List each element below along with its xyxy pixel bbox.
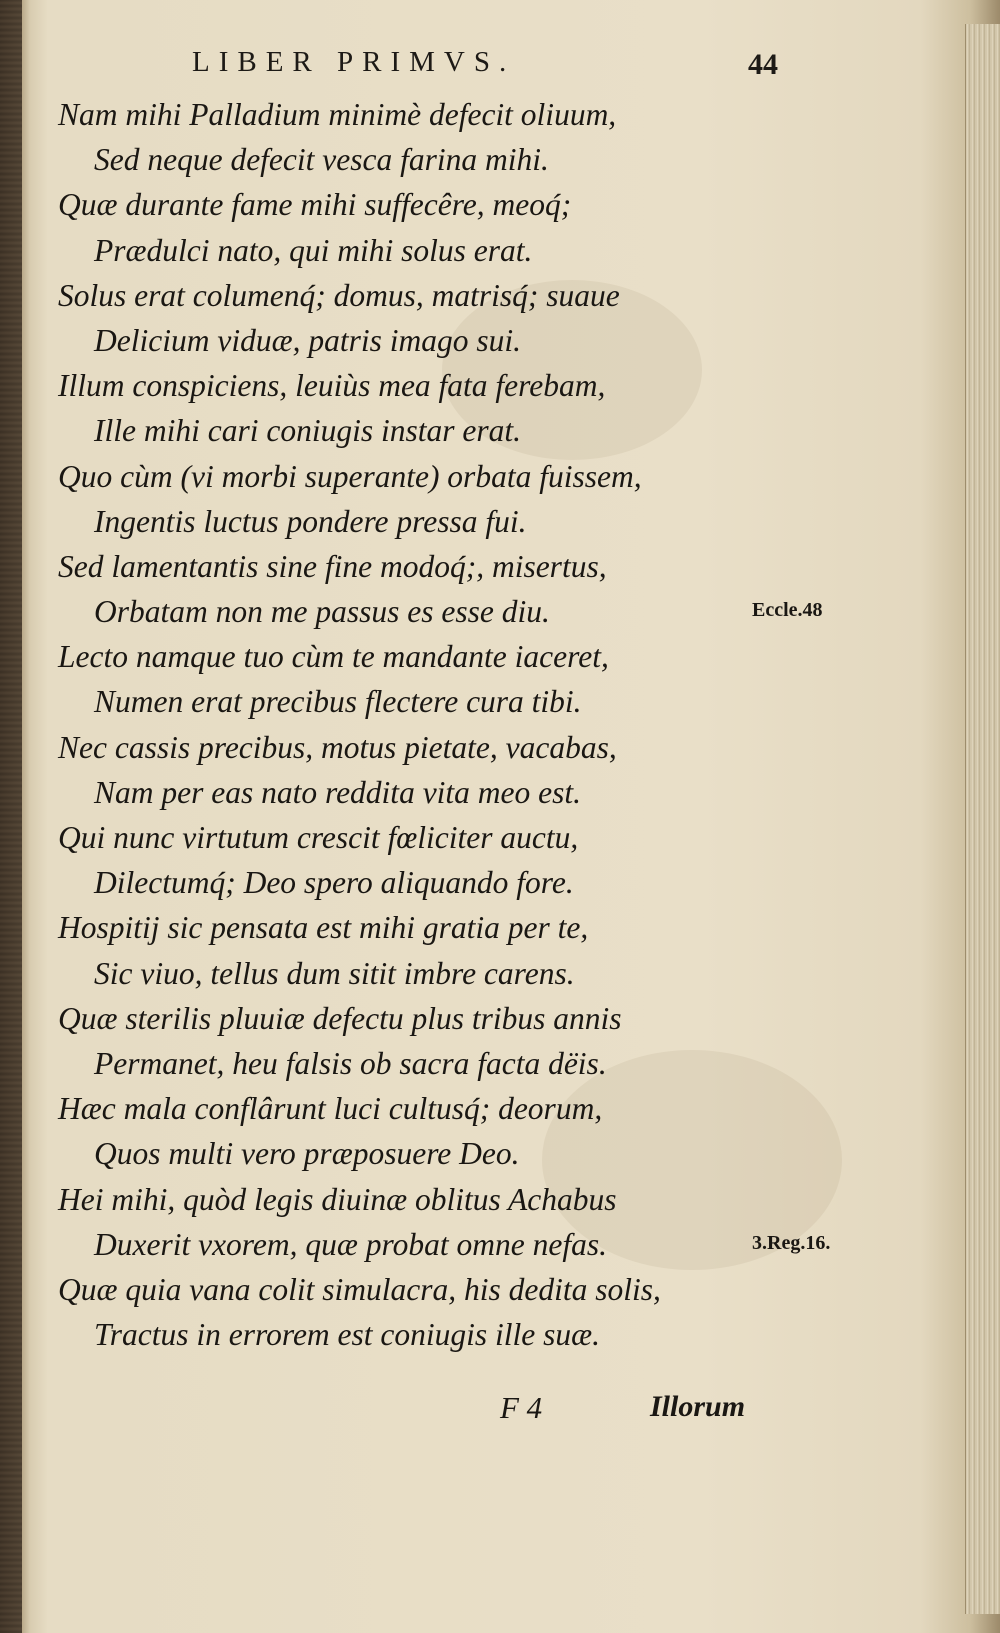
verse-line: Duxerit vxorem, quæ probat omne nefas. [94, 1226, 607, 1262]
page-footer [500, 1390, 800, 1434]
verse-line: Qui nunc virtutum crescit fœliciter auctu, [58, 820, 579, 855]
verse-line: Quæ durante fame mihi suffecêre, meoq́; [58, 187, 572, 223]
left-page-gutter [0, 0, 22, 1633]
book-page [22, 0, 966, 1633]
right-page-edges [965, 24, 1000, 1614]
verse-line: Quos multi vero præposuere Deo. [94, 1136, 520, 1172]
verse-line: Sed lamentantis sine fine modoq́;, misertus, [58, 548, 607, 584]
folio-number: 44 [748, 48, 778, 81]
verse-line: Nec cassis precibus, motus pietate, vacabas, [58, 729, 617, 765]
verse-line: Illum conspiciens, leuiùs mea fata ferebam, [58, 368, 606, 404]
running-head: LIBER PRIMVS. [192, 46, 516, 78]
verse-line: Hæc mala conflârunt luci cultusq́; deorum, [58, 1091, 603, 1127]
verse-line: Prædulci nato, qui mihi solus erat. [94, 232, 533, 268]
verse-line: Quæ sterilis pluuiæ defectu plus tribus annis [58, 1000, 622, 1036]
signature-mark: F 4 [500, 1390, 543, 1425]
verse-line: Delicium viduæ, patris imago sui. [94, 322, 521, 358]
verse-line: Hospitij sic pensata est mihi gratia per te, [58, 910, 589, 946]
verse-line: Hei mihi, quòd legis diuinæ oblitus Achabus [58, 1181, 617, 1217]
verse-line: Solus erat columenq́; domus, matrisq́; suaue [58, 277, 620, 313]
verse-line: Tractus in errorem est coniugis ille suæ. [94, 1317, 601, 1353]
verse-line: Quæ quia vana colit simulacra, his dedita solis, [58, 1271, 661, 1307]
page-header [192, 46, 832, 86]
verse-line: Sic viuo, tellus dum sitit imbre carens. [94, 955, 575, 991]
verse-line: Quo cùm (vi morbi superante) orbata fuissem, [58, 458, 642, 494]
verse-line: Permanet, heu falsis ob sacra facta dëis. [94, 1045, 607, 1081]
verse-line: Orbatam non me passus es esse diu. [94, 594, 550, 630]
verse-line: Ingentis luctus pondere pressa fui. [94, 503, 527, 539]
verse-line: Nam mihi Palladium minimè defecit oliuum, [58, 97, 617, 132]
verse-line: Dilectumq́; Deo spero aliquando fore. [94, 865, 574, 901]
verse-line: Sed neque defecit vesca farina mihi. [94, 142, 549, 178]
margin-note: Eccle.48 [752, 599, 823, 622]
margin-note: 3.Reg.16. [752, 1232, 831, 1254]
verse-line: Lecto namque tuo cùm te mandante iaceret, [58, 639, 609, 675]
verse-line: Nam per eas nato reddita vita meo est. [94, 774, 582, 810]
catchword: Illorum [650, 1390, 746, 1423]
verse-line: Ille mihi cari coniugis instar erat. [94, 413, 521, 449]
verse-block [58, 92, 778, 1357]
verse-line: Numen erat precibus flectere cura tibi. [94, 684, 582, 720]
